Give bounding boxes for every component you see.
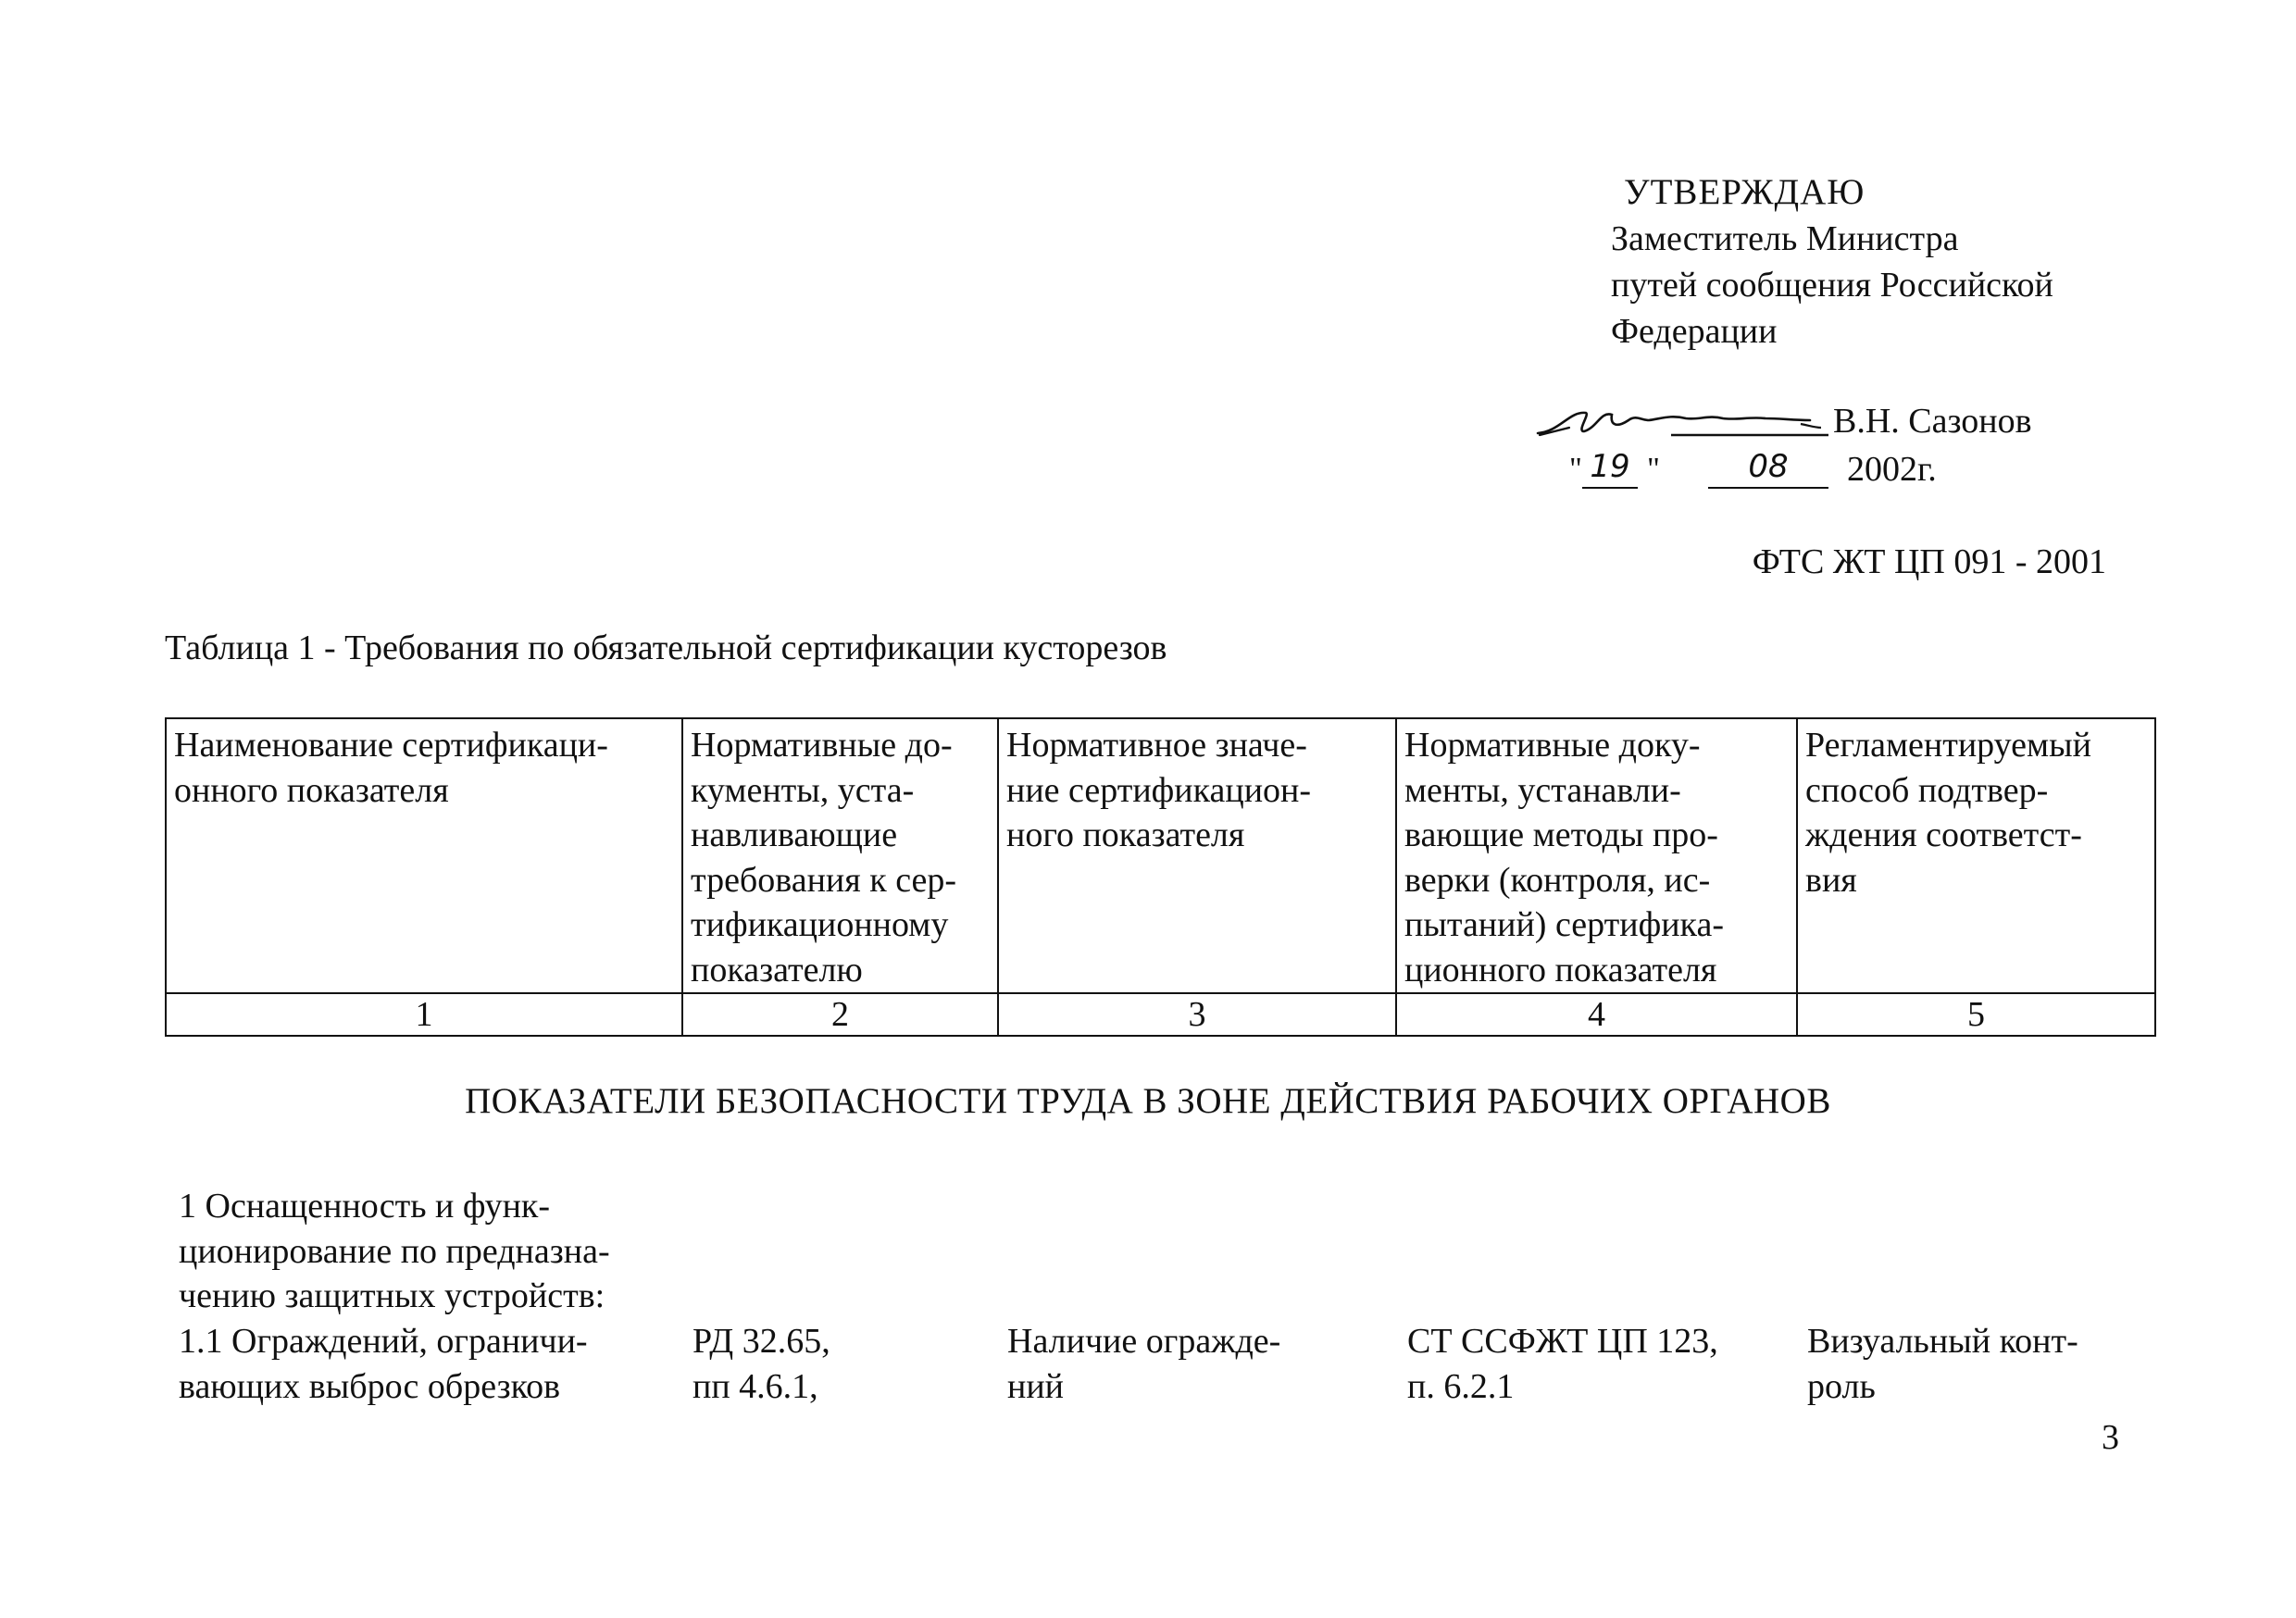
approval-heading: УТВЕРЖДАЮ [1624,172,1866,212]
item-1-1-test-methods: СТ ССФЖТ ЦП 123, п. 6.2.1 [1407,1322,1718,1406]
item-1-1-name: 1.1 Ограждений, ограничи- вающих выброс обрезков [179,1322,588,1406]
column-number: 1 [166,993,682,1036]
signature-line [1532,398,2125,446]
page-number: 3 [2102,1418,2119,1457]
item-1-1-normative-docs: РД 32.65, пп 4.6.1, [693,1322,830,1406]
date-open-quote: " [1569,452,1582,486]
column-number: 3 [998,993,1396,1036]
column-number: 2 [682,993,998,1036]
column-number: 4 [1396,993,1797,1036]
approval-block [1611,169,2053,355]
column-number: 5 [1797,993,2155,1036]
approval-date [1569,446,2069,494]
item-1-1-confirmation: Визуальный конт- роль [1807,1322,2078,1406]
document-code: ФТС ЖТ ЦП 091 - 2001 [1752,542,2106,581]
table-column-numbers-row [166,993,2155,1036]
date-close-quote: " [1647,452,1660,486]
section-title: ПОКАЗАТЕЛИ БЕЗОПАСНОСТИ ТРУДА В ЗОНЕ ДЕЙСТВИЯ РАБОЧИХ ОРГАНОВ [465,1081,1831,1121]
header-cell-normative-value: Нормативное значе- ние сертификацион- ного показателя [998,718,1396,993]
approval-position: Заместитель Министра путей сообщения Российской Федерации [1611,219,2053,351]
date-day: 19 [1582,446,1638,489]
header-cell-name: Наименование сертификаци- онного показателя [166,718,682,993]
item-1-name: 1 Оснащенность и функ- ционирование по предназна- чению защитных устройств: [179,1187,610,1315]
table-header-row [166,718,2155,993]
signatory-name: В.Н. Сазонов [1833,402,2032,441]
handwritten-signature [1532,400,1828,446]
header-cell-normative-docs: Нормативные до- кументы, уста- навливающие требования к сер- тификационному показателю [682,718,998,993]
header-cell-test-methods: Нормативные доку- менты, устанавли- вающие методы про- верки (контроля, ис- пытаний) сертифика- ционного показателя [1396,718,1797,993]
requirements-table-header [165,717,2156,1037]
table-caption: Таблица 1 - Требования по обязательной сертификации кусторезов [165,629,1167,667]
date-year: 2002г. [1847,450,1937,489]
header-cell-confirmation: Регламентируемый способ подтвер- ждения соответст- вия [1797,718,2155,993]
item-1-1-normative-value: Наличие огражде- ний [1007,1322,1281,1406]
date-month: 08 [1708,446,1828,489]
